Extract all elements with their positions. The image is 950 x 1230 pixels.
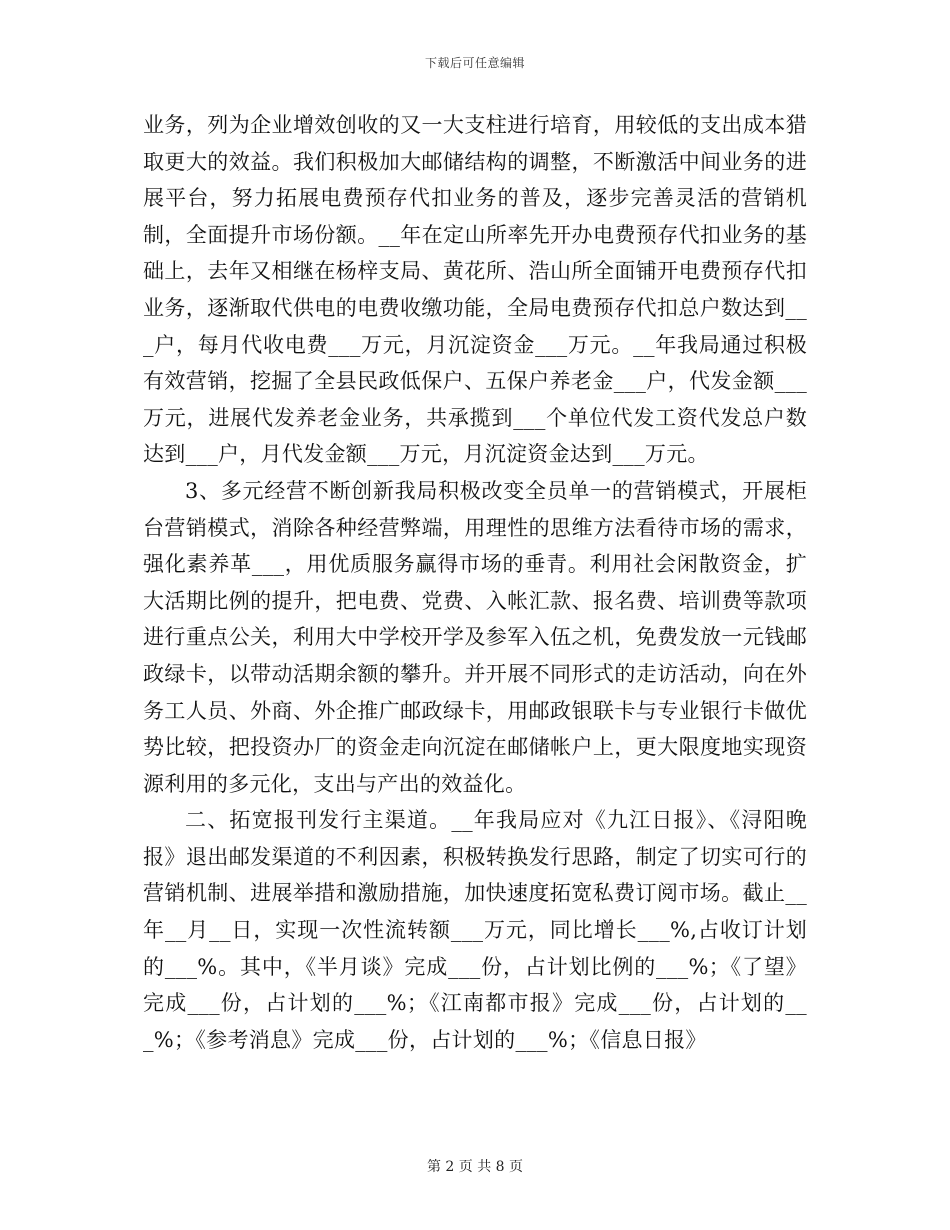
paragraph-diversified-operations: 3、多元经营不断创新我局积极改变全员单一的营销模式，开展柜台营销模式，消除各种经营弊端，用理性的思维方法看待市场的需求，强化素养革___，用优质服务赢得市场的垂青。利用社会闲散资金，扩大活期比例的提升，把电费、党费、入帐汇款、报名费、培训费等款项进行重点公关，利用大中学校开学及参军入伍之机，免费发放一元钱邮政绿卡，以带动活期余额的攀升。并开展不同形式的走访活动，向在外务工人员、外商、外企推广邮政绿卡，用邮政银联卡与专业银行卡做优势比较，把投资办厂的资金走向沉淀在邮储帐户上，更大限度地实现资源利用的多元化，支出与产出的效益化。 [143,478,807,796]
page-number: 第 2 页 共 8 页 [426,1159,524,1175]
page-header-note: 下载后可任意编辑 [424,56,525,70]
paragraph-newspaper-distribution: 二、拓宽报刊发行主渠道。__年我局应对《九江日报》、《浔阳晚报》退出邮发渠道的不利因素，积极转换发行思路，制定了切实可行的营销机制、进展举措和激励措施，加快速度拓宽私费订阅市场。截止__年__月__日，实现一次性流转额___万元，同比增长___%,占收订计划的___%。其中，《半月谈》完成___份，占计划比例的___%；《了望》完成___份，占计划的___%；《江南都市报》完成___份，占计划的___%；《参考消息》完成___份，占计划的___%；《信息日报》 [143,808,807,1052]
document-body [143,107,807,1058]
paragraph-postal-savings-business: 业务，列为企业增效创收的又一大支柱进行培育，用较低的支出成本猎取更大的效益。我们积极加大邮储结构的调整，不断激活中间业务的进展平台，努力拓展电费预存代扣业务的普及，逐步完善灵活的营销机制，全面提升市场份额。__年在定山所率先开办电费预存代扣业务的基础上，去年又相继在杨梓支局、黄花所、浩山所全面铺开电费预存代扣业务，逐渐取代供电的电费收缴功能，全局电费预存代扣总户数达到___户，每月代收电费___万元，月沉淀资金___万元。__年我局通过积极有效营销，挖掘了全县民政低保户、五保户养老金___户，代发金额___万元，进展代发养老金业务，共承揽到___个单位代发工资代发总户数达到___户，月代发金额___万元，月沉淀资金达到___万元。 [143,113,807,467]
